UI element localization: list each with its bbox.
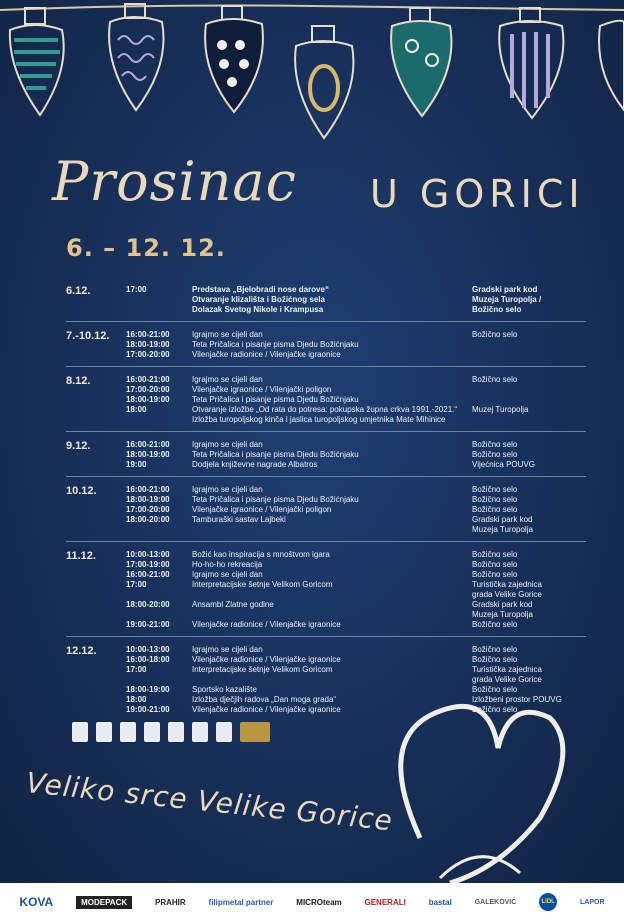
schedule-place: Vijećnica POUVG [472,460,535,469]
schedule-event: Tamburaški sastav Lajbeki [192,515,286,524]
schedule-time-column [126,440,192,470]
bulb-icon [391,8,451,116]
schedule-time: 17:00-19:00 [126,560,170,569]
schedule-place [472,415,586,425]
schedule-row [66,550,586,630]
schedule-place: Božično selo [472,495,518,504]
schedule-event-column [192,440,472,470]
schedule-time: 17:00-20:00 [126,385,170,394]
schedule-place-column [472,440,586,470]
sponsor-logo: KOVA [19,895,54,909]
sponsor-logo: bastal [428,897,452,907]
schedule-time-column [126,285,192,295]
schedule-event: Vilenjačke igraonice / Vilenjački poligon [192,385,332,394]
schedule-row [66,440,586,470]
schedule-day [66,373,586,432]
organizer-logo [120,722,136,742]
schedule-day [66,548,586,637]
schedule-time: 18:00-19:00 [126,450,170,459]
sponsor-logo: MODEPACK [76,896,132,909]
schedule-time: 17:00 [126,580,147,589]
schedule-time: 16:00-21:00 [126,485,170,494]
sponsor-logo: LAPOR [580,898,605,906]
schedule-time: 18:00-19:00 [126,495,170,504]
schedule-time: 18:00-19:00 [126,395,170,404]
schedule-event: Vilenjačke radionice / Vilenjačke igraonice [192,705,341,714]
organizer-logo [96,722,112,742]
schedule-event: Vilenjačke igraonice / Vilenjački poligon [192,505,332,514]
schedule-time: 16:00-21:00 [126,375,170,384]
schedule-place: Božično selo [472,685,518,694]
schedule-table [66,283,586,727]
schedule-place-column [472,550,586,630]
schedule-time: 16:00-18:00 [126,655,170,664]
schedule-event [192,590,472,600]
schedule-place: Božično selo [472,505,518,514]
schedule-time: 18:00 [126,695,147,704]
organizer-logos [72,720,292,744]
schedule-time: 16:00-21:00 [126,330,170,339]
schedule-place: Božično selo [472,655,518,664]
slogan: Veliko srce Velike Gorice [24,766,395,838]
sponsor-logo: LIDL [539,893,557,911]
schedule-event-column [192,285,472,315]
schedule-date: 6.12. [66,285,91,297]
schedule-event: Božić kao inspiracija s mnoštvom igara [192,550,330,559]
schedule-time: 19:00 [126,460,147,469]
schedule-place: Turistička zajednica [472,665,542,674]
bulb-icon [499,8,563,118]
schedule-place: Muzeja Turopolja [472,525,533,534]
schedule-row [66,375,586,425]
schedule-event [192,675,472,685]
schedule-event: Otvaranje izložbe „Od rata do potresa: pokupska župna crkva 1991.-2021.“ [192,405,458,414]
schedule-event: Izložba dječjih radova „Dan moga grada“ [192,695,337,704]
organizer-logo [192,722,208,742]
schedule-event: Teta Pričalica i pisanje pisma Djedu Božićnjaku [192,395,359,404]
schedule-time: 18:00-20:00 [126,515,170,524]
schedule-place: Muzeja Turopolja / [472,295,542,304]
schedule-day [66,283,586,322]
schedule-place-column [472,485,586,535]
schedule-place-column [472,330,586,360]
schedule-event: Otvaranje klizališta i Božićnog sela [192,295,325,304]
garland-decoration [0,0,624,150]
schedule-place: Božično selo [472,570,518,579]
schedule-time: 18:00 [126,405,147,414]
schedule-time-column [126,485,192,535]
schedule-time-column [126,330,192,360]
schedule-time [126,590,192,600]
schedule-time [126,610,192,620]
schedule-event: Dodjela književne nagrade Albatros [192,460,318,469]
schedule-date: 7.-10.12. [66,330,110,342]
schedule-place: Božično selo [472,375,518,384]
schedule-date: 9.12. [66,440,91,452]
schedule-time: 17:00 [126,665,147,674]
schedule-place: Božično selo [472,560,518,569]
sponsor-logo: MICROteam [296,897,342,907]
coat-of-arms-icon [72,722,88,742]
schedule-event-column [192,485,472,535]
schedule-place: Izložbeni prostor POUVG [472,695,562,704]
schedule-time: 19:00-21:00 [126,620,170,629]
schedule-place: Božično selo [472,705,518,714]
schedule-time: 19:00-21:00 [126,705,170,714]
schedule-event: Dolazak Svetog Nikole i Krampusa [192,305,324,314]
schedule-event [192,610,472,620]
schedule-time: 17:00 [126,285,147,294]
bulb-icon [295,26,353,138]
schedule-event: Interpretacijske šetnje Velikom Goricom [192,665,333,674]
schedule-row [66,330,586,360]
schedule-time-column [126,375,192,425]
schedule-place: Gradski park kod [472,285,538,294]
poster-title [52,150,612,230]
organizer-logo [240,722,270,742]
schedule-place: Gradski park kod [472,600,533,609]
organizer-logo [144,722,160,742]
schedule-place [472,385,586,395]
schedule-event: Teta Pričalica i pisanje pisma Djedu Božićnjaku [192,340,359,349]
schedule-event: Vilenjačke radionice / Vilenjačke igraonice [192,350,341,359]
schedule-row [66,285,586,315]
schedule-place [472,340,586,350]
schedule-day [66,438,586,477]
bulb-icon [599,21,624,110]
schedule-place-column [472,285,586,315]
organizer-logo [168,722,184,742]
schedule-time [126,415,192,425]
schedule-event: Vilenjačke radionice / Vilenjačke igraonice [192,655,341,664]
schedule-time [126,525,192,535]
schedule-place: grada Velike Gorice [472,675,542,684]
schedule-day [66,328,586,367]
schedule-event: Igrajmo se cijeli dan [192,645,263,654]
schedule-date: 12.12. [66,645,97,657]
schedule-event: Igrajmo se cijeli dan [192,440,263,449]
schedule-event: Vilenjačke radionice / Vilenjačke igraonice [192,620,341,629]
schedule-place-column [472,375,586,425]
schedule-place: Božično selo [472,305,522,314]
schedule-time-column [126,550,192,630]
schedule-place [472,350,586,360]
heart-icon [380,688,580,883]
schedule-time: 18:00-19:00 [126,685,170,694]
schedule-place: Božično selo [472,330,518,339]
bulb-icon [109,4,163,110]
schedule-time: 10:00-13:00 [126,550,170,559]
sponsor-logo: GENERALI [364,897,406,907]
schedule-time: 17:00-20:00 [126,350,170,359]
schedule-place [472,395,586,405]
sponsor-logo: GALEKOVIĆ [474,898,517,906]
schedule-place: grada Velike Gorice [472,590,542,599]
schedule-time: 18:00-20:00 [126,600,170,609]
schedule-event: Sportsko kazalište [192,685,257,694]
organizer-logo [216,722,232,742]
sponsor-logo: PRAHIR [155,897,186,907]
schedule-event: Ho-ho-ho rekreacija [192,560,263,569]
sponsor-logo: filipmetal partner [208,897,274,907]
schedule-place: Gradski park kod [472,515,533,524]
schedule-place: Božično selo [472,550,518,559]
schedule-event: Interpretacijske šetnje Velikom Goricom [192,580,333,589]
schedule-date: 10.12. [66,485,97,497]
schedule-time: 10:00-13:00 [126,645,170,654]
schedule-event: Ansambl Zlatne godine [192,600,274,609]
schedule-event: Predstava „Bjelobradi nose darove“ [192,285,329,294]
schedule-event: Teta Pričalica i pisanje pisma Djedu Božićnjaku [192,495,359,504]
schedule-time: 16:00-21:00 [126,440,170,449]
schedule-time-column [126,645,192,715]
schedule-event [192,525,472,535]
title-script: Prosinac [52,150,297,213]
schedule-event: Igrajmo se cijeli dan [192,330,263,339]
schedule-time: 17:00-20:00 [126,505,170,514]
schedule-event: Igrajmo se cijeli dan [192,570,263,579]
schedule-event: Izložba turopoljskog kinča i jaslica turopoljskog umjetnika Mate Mihinice [192,415,446,424]
schedule-event: Igrajmo se cijeli dan [192,485,263,494]
schedule-place: Božično selo [472,450,518,459]
schedule-place: Božično selo [472,620,518,629]
schedule-day [66,483,586,542]
title-caps: U GORICI [370,172,585,216]
schedule-date: 11.12. [66,550,96,562]
schedule-place: Muzeja Turopolja [472,610,533,619]
schedule-place: Božično selo [472,645,518,654]
date-range: 6. – 12. 12. [66,234,226,262]
schedule-time: 18:00-19:00 [126,340,170,349]
schedule-event-column [192,550,472,630]
bulb-icon [10,8,64,115]
schedule-date: 8.12. [66,375,91,387]
bulb-icon [205,6,263,112]
schedule-place: Božično selo [472,440,518,449]
schedule-event: Igrajmo se cijeli dan [192,375,263,384]
schedule-place: Božično selo [472,485,518,494]
schedule-event-column [192,375,472,425]
schedule-event-column [192,330,472,360]
schedule-event: Teta Pričalica i pisanje pisma Djedu Božićnjaku [192,450,359,459]
sponsors-bar [0,883,624,921]
schedule-time: 16:00-21:00 [126,570,170,579]
schedule-row [66,485,586,535]
schedule-place: Muzej Turopolja [472,405,529,414]
schedule-time [126,675,192,685]
schedule-place: Turistička zajednica [472,580,542,589]
